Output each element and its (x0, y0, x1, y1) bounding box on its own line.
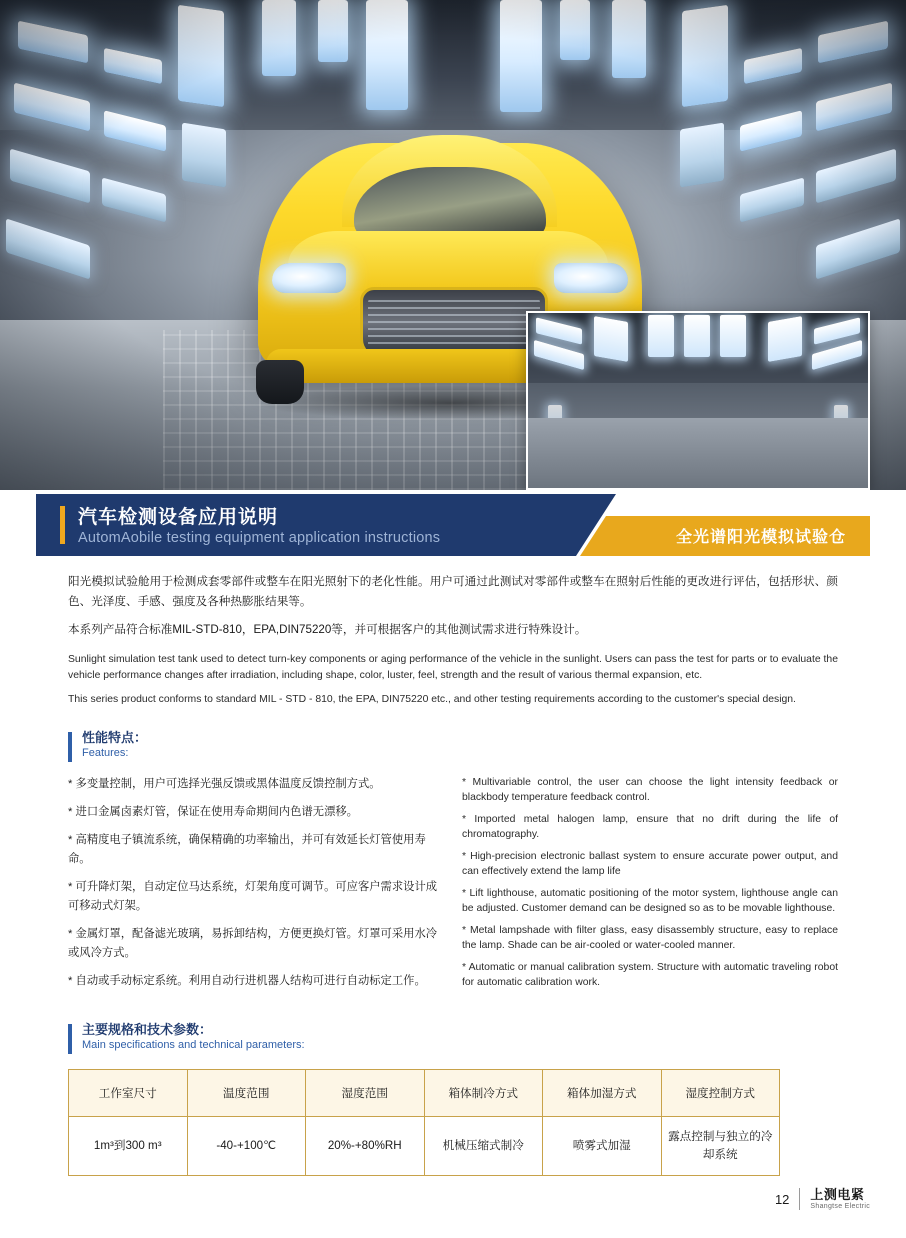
specs-heading-en: Main specifications and technical parameters: (82, 1038, 305, 1051)
table-row (69, 1116, 780, 1175)
light-panel (720, 315, 746, 357)
table-header-cell: 工作室尺寸 (69, 1069, 188, 1116)
features-heading (68, 730, 838, 761)
features-columns (68, 775, 838, 1000)
feature-item: * 金属灯罩，配备滤光玻璃，易拆卸结构，方便更换灯管。灯罩可采用水冷或风冷方式。 (68, 927, 438, 959)
feature-item: * 高精度电子镇流系统，确保精确的功率输出，并可有效延长灯管使用寿命。 (68, 833, 426, 865)
light-panel (684, 315, 710, 357)
table-header-cell: 湿度范围 (306, 1069, 425, 1116)
footer-divider (799, 1188, 800, 1210)
feature-item: * 可升降灯架，自动定位马达系统，灯架角度可调节。可应客户需求设计成可移动式灯架。 (68, 880, 438, 912)
page-title-cn: 汽车检测设备应用说明 (78, 507, 279, 528)
feature-item: * Imported metal halogen lamp, ensure that no drift during the life of chromatography. (462, 813, 838, 840)
specs-heading (68, 1022, 838, 1053)
specs-heading-cn: 主要规格和技术参数： (82, 1021, 213, 1037)
light-panel (648, 315, 674, 357)
feature-item: * Multivariable control, the user can choose the light intensity feedback or blackbody temperature feedback control. (462, 776, 838, 803)
table-cell: -40-+100℃ (187, 1116, 306, 1175)
product-badge-label: 全光谱阳光模拟试验仓 (675, 529, 846, 546)
company-logo-cn: 上测电紧 (810, 1187, 865, 1202)
specifications-table (68, 1069, 780, 1176)
hero-image (0, 0, 906, 490)
light-panel (594, 316, 628, 362)
table-header-cell: 温度范围 (187, 1069, 306, 1116)
features-column-cn (68, 775, 444, 1000)
table-cell: 露点控制与独立的冷却系统 (661, 1116, 780, 1175)
table-cell: 1m³到300 m³ (69, 1116, 188, 1175)
features-heading-en: Features: (82, 746, 129, 759)
page-footer (775, 1188, 870, 1210)
section-title-bar (36, 494, 870, 556)
table-header-cell: 湿度控制方式 (661, 1069, 780, 1116)
table-cell: 机械压缩式制冷 (424, 1116, 543, 1175)
table-header-cell: 箱体制冷方式 (424, 1069, 543, 1116)
table-header-cell: 箱体加湿方式 (543, 1069, 662, 1116)
page-title-en: AutomAobile testing equipment application instructions (78, 530, 441, 546)
inset-floor (528, 418, 868, 488)
title-accent-mark (60, 506, 65, 544)
company-logo-en: Shangtse Electric (810, 1203, 870, 1210)
feature-item: * 多变量控制，用户可选择光强反馈或黑体温度反馈控制方式。 (68, 777, 381, 790)
feature-item: * Metal lampshade with filter glass, easy disassembly structure, easy to replace the lamp. Shade can be air-cooled or water-cooled manner. (462, 924, 838, 951)
page-number: 12 (774, 1191, 790, 1207)
feature-item: * 进口金属卤素灯管，保证在使用寿命期间内色谱无漂移。 (68, 805, 358, 818)
table-header-row (69, 1069, 780, 1116)
feature-item: * 自动或手动标定系统。利用自动行进机器人结构可进行自动标定工作。 (68, 974, 426, 987)
intro-paragraph-en-2: This series product conforms to standard MIL - STD - 810, the EPA, DIN75220 etc., and other testing requirements according to the customer's special design. (68, 694, 796, 705)
feature-item: * High-precision electronic ballast system to ensure accurate power output, and can effectively extend the lamp life (462, 850, 838, 877)
chamber-inset-photo (526, 311, 870, 490)
intro-paragraph-cn-2: 本系列产品符合标准MIL-STD-810，EPA,DIN75220等，并可根据客户的其他测试需求进行特殊设计。 (68, 623, 587, 636)
table-cell: 喷雾式加湿 (543, 1116, 662, 1175)
table-cell: 20%-+80%RH (306, 1116, 425, 1175)
light-panel (768, 316, 802, 362)
feature-item: * Automatic or manual calibration system. Structure with automatic traveling robot for automatic calibration work. (462, 961, 838, 988)
page-content (68, 572, 838, 1176)
intro-paragraph-en-1: Sunlight simulation test tank used to detect turn-key components or aging performance of the vehicle in the sunlight. Users can pass the test for parts or to evaluate the vehicle performance changes after irradiation, including shape, color, luster, feel, strength and the result of various thermal expansion, etc. (68, 654, 838, 681)
features-heading-cn: 性能特点： (82, 729, 148, 745)
feature-item: * Lift lighthouse, automatic positioning of the motor system, lighthouse angle can be adjusted. Customer demand can be designed so as to be movable lighthouse. (462, 887, 838, 914)
features-column-en (462, 775, 838, 1000)
intro-paragraph-cn-1: 阳光模拟试验舱用于检测成套零部件或整车在阳光照射下的老化性能。用户可通过此测试对零部件或整车在照射后性能的更改进行评估，包括形状、颜色、光泽度、手感、强度及各种热膨胀结果等。 (68, 575, 838, 608)
company-logo (810, 1188, 870, 1210)
